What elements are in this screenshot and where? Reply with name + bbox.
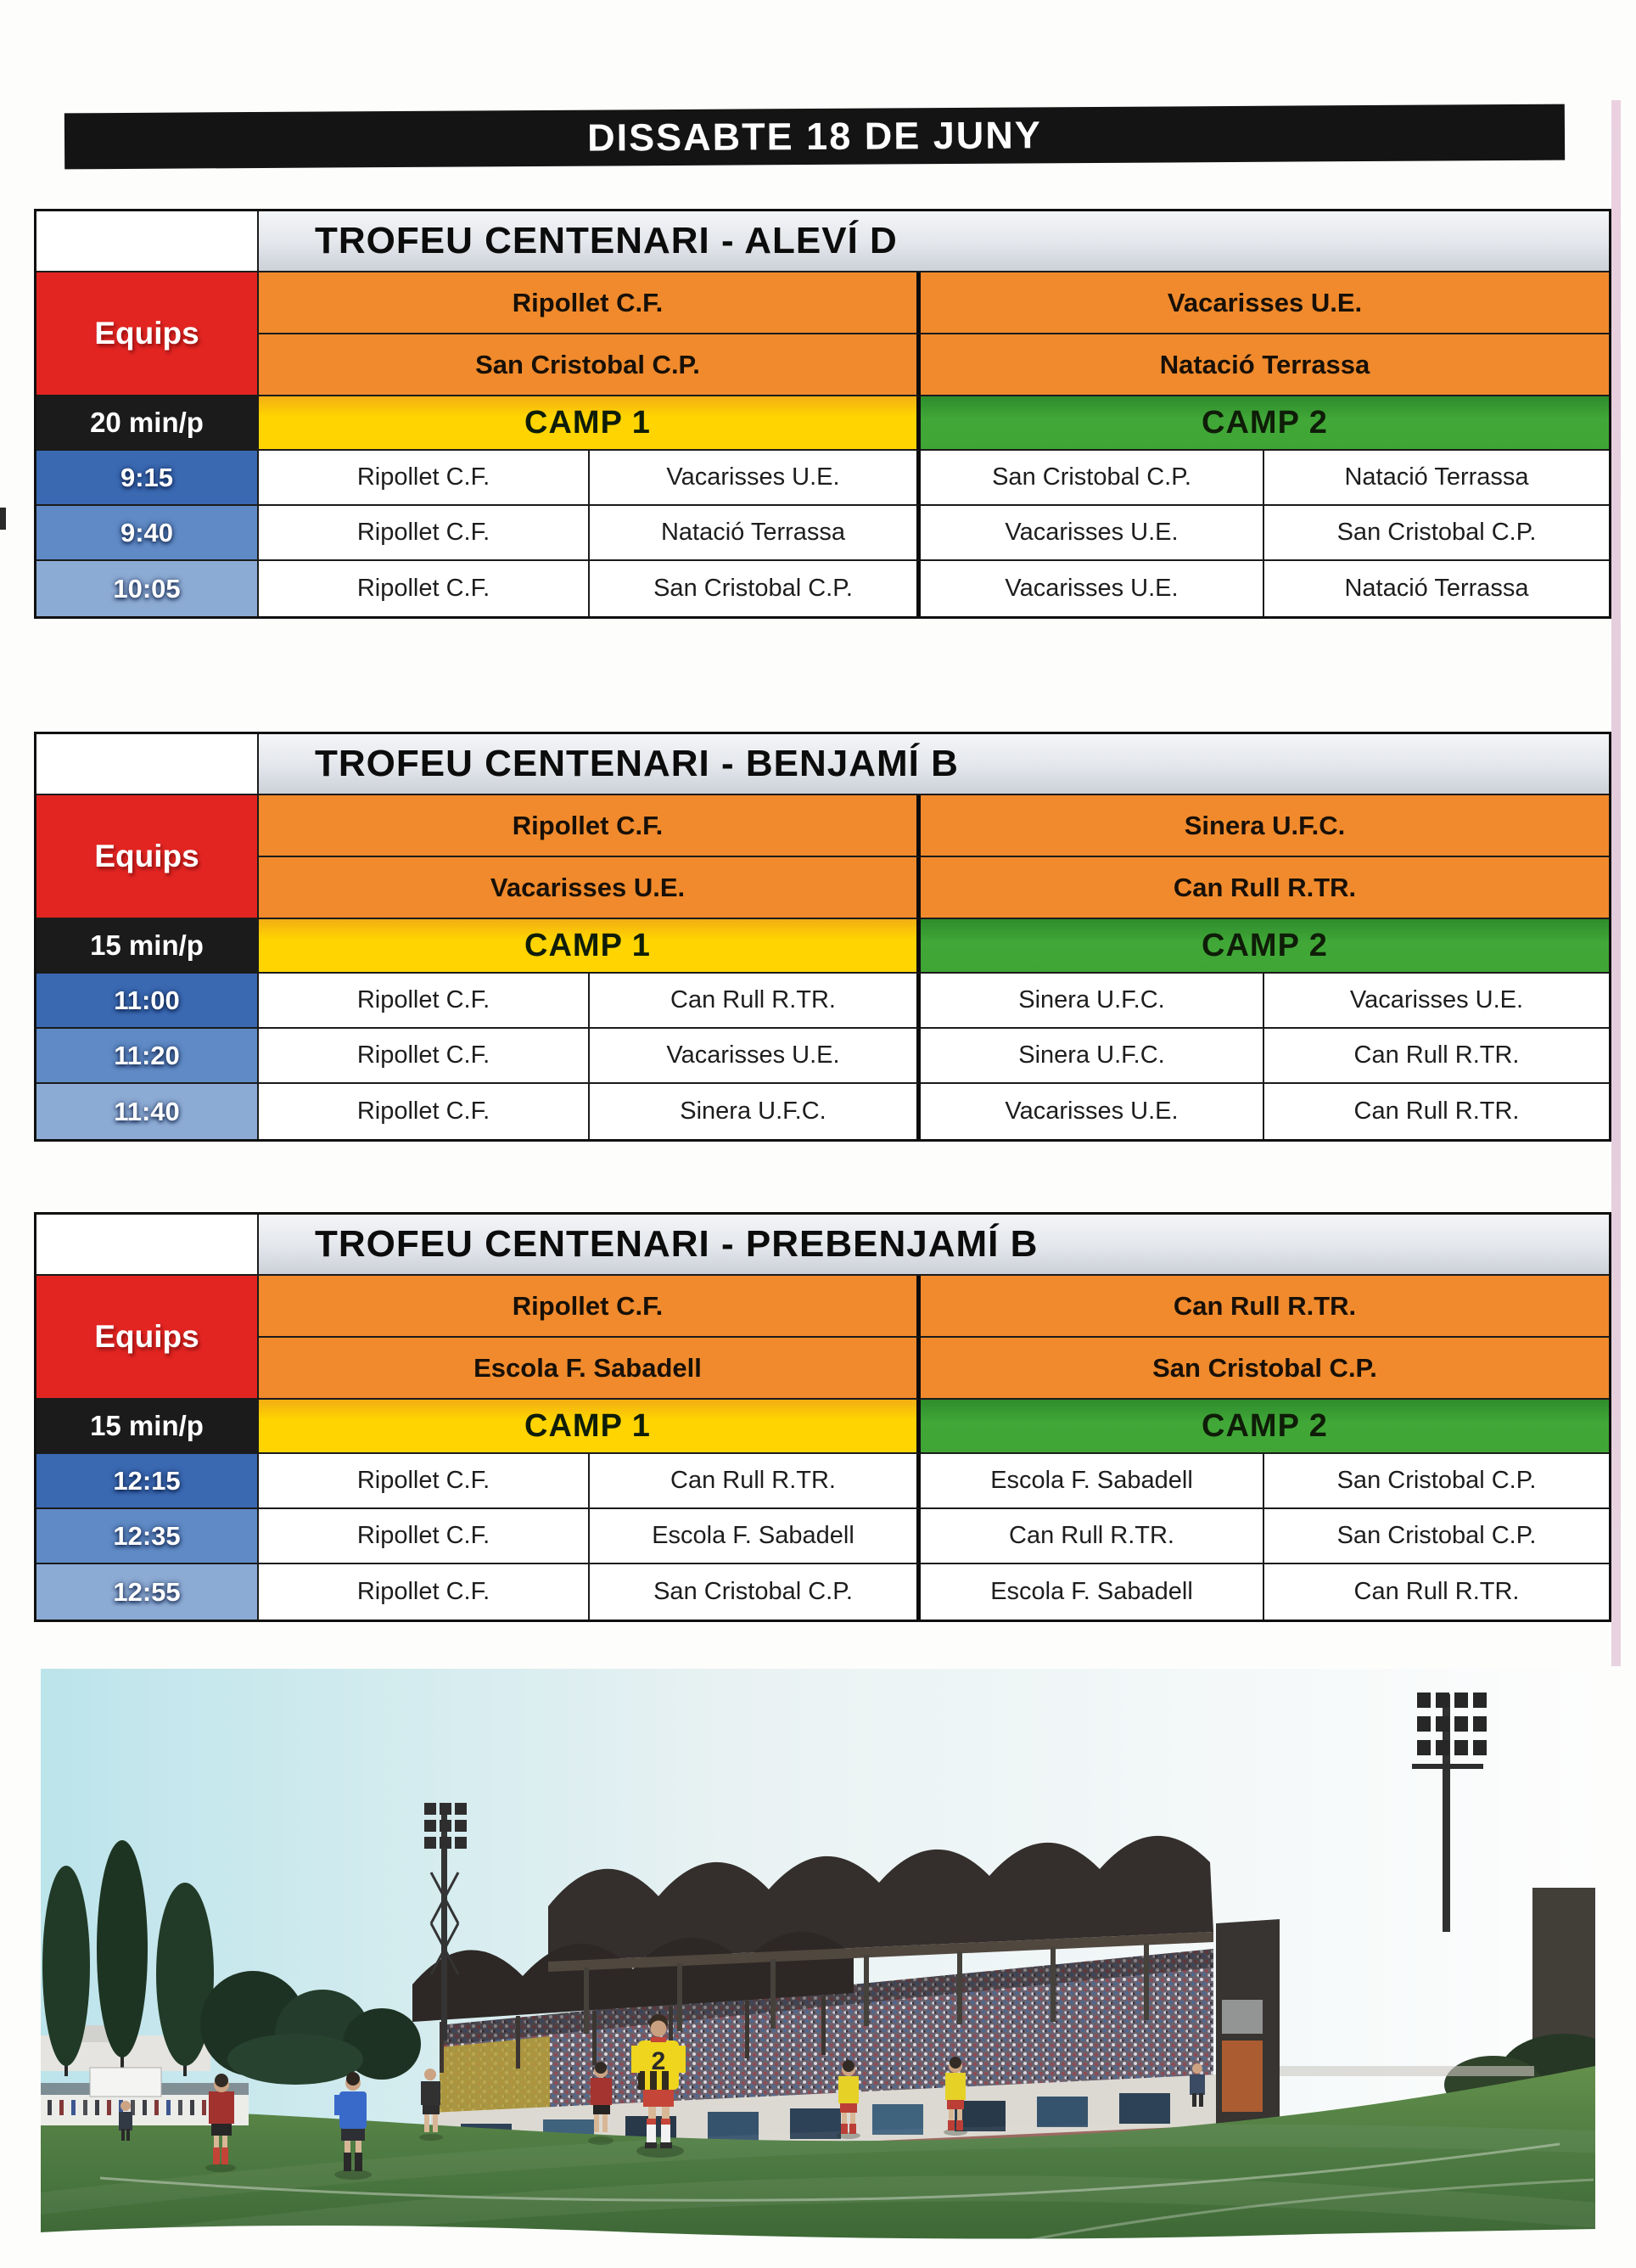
- match-camp1-home: Ripollet C.F.: [259, 506, 590, 561]
- camp1-team-1: Ripollet C.F.: [259, 272, 921, 334]
- match-camp1-home: Ripollet C.F.: [259, 561, 590, 616]
- match-camp1-away: Vacarisses U.E.: [590, 1029, 921, 1084]
- match-camp2-home: Vacarisses U.E.: [921, 1084, 1264, 1139]
- match-duration: 15 min/p: [36, 1400, 259, 1454]
- equips-header: Equips: [36, 795, 259, 919]
- match-camp2-home: Vacarisses U.E.: [921, 506, 1264, 561]
- camp1-header: CAMP 1: [259, 396, 921, 451]
- camp2-team-2: Can Rull R.TR.: [921, 857, 1609, 919]
- match-time: 11:40: [36, 1084, 259, 1139]
- date-banner: [64, 104, 1565, 170]
- match-camp2-home: Can Rull R.TR.: [921, 1509, 1264, 1564]
- camp2-team-2: Natació Terrassa: [921, 334, 1609, 396]
- match-camp2-away: San Cristobal C.P.: [1264, 1509, 1609, 1564]
- schedule-table-benjami-b: [34, 732, 1611, 1142]
- match-camp1-away: Sinera U.F.C.: [590, 1084, 921, 1139]
- date-banner-text: DISSABTE 18 DE JUNY: [587, 113, 1042, 160]
- scan-margin-mark: [0, 508, 6, 530]
- match-camp1-away: Escola F. Sabadell: [590, 1509, 921, 1564]
- match-camp1-away: San Cristobal C.P.: [590, 561, 921, 616]
- match-camp2-home: Sinera U.F.C.: [921, 1029, 1264, 1084]
- match-time: 9:15: [36, 451, 259, 506]
- jersey-number: 2: [651, 2047, 666, 2075]
- match-camp2-away: Natació Terrassa: [1264, 451, 1609, 506]
- title-spacer-cell: [36, 734, 259, 795]
- match-camp2-home: San Cristobal C.P.: [921, 451, 1264, 506]
- match-camp2-home: Sinera U.F.C.: [921, 974, 1264, 1029]
- match-camp2-away: Can Rull R.TR.: [1264, 1029, 1609, 1084]
- camp1-team-1: Ripollet C.F.: [259, 795, 921, 857]
- camp2-header: CAMP 2: [921, 1400, 1609, 1454]
- match-duration: 15 min/p: [36, 919, 259, 974]
- match-camp1-away: Can Rull R.TR.: [590, 974, 921, 1029]
- schedule-table-alevi-d: [34, 209, 1611, 619]
- match-camp2-away: San Cristobal C.P.: [1264, 506, 1609, 561]
- match-camp1-away: Can Rull R.TR.: [590, 1454, 921, 1509]
- equips-header: Equips: [36, 1276, 259, 1400]
- scan-edge-strip: [1611, 100, 1621, 1666]
- match-camp2-away: Natació Terrassa: [1264, 561, 1609, 616]
- match-camp2-home: Vacarisses U.E.: [921, 561, 1264, 616]
- match-camp2-home: Escola F. Sabadell: [921, 1564, 1264, 1620]
- match-camp1-home: Ripollet C.F.: [259, 974, 590, 1029]
- match-camp1-away: San Cristobal C.P.: [590, 1564, 921, 1620]
- match-camp1-away: Vacarisses U.E.: [590, 451, 921, 506]
- table-title: TROFEU CENTENARI - ALEVÍ D: [259, 211, 1609, 272]
- match-camp2-away: Vacarisses U.E.: [1264, 974, 1609, 1029]
- match-camp1-home: Ripollet C.F.: [259, 451, 590, 506]
- camp2-team-1: Can Rull R.TR.: [921, 1276, 1609, 1338]
- camp2-team-1: Vacarisses U.E.: [921, 272, 1609, 334]
- camp1-header: CAMP 1: [259, 919, 921, 974]
- camp2-team-1: Sinera U.F.C.: [921, 795, 1609, 857]
- camp1-team-1: Ripollet C.F.: [259, 1276, 921, 1338]
- match-duration: 20 min/p: [36, 396, 259, 451]
- camp1-header: CAMP 1: [259, 1400, 921, 1454]
- match-time: 10:05: [36, 561, 259, 616]
- match-time: 11:00: [36, 974, 259, 1029]
- camp2-header: CAMP 2: [921, 396, 1609, 451]
- match-camp1-home: Ripollet C.F.: [259, 1509, 590, 1564]
- title-spacer-cell: [36, 1215, 259, 1276]
- match-time: 11:20: [36, 1029, 259, 1084]
- match-time: 12:55: [36, 1564, 259, 1620]
- title-spacer-cell: [36, 211, 259, 272]
- match-time: 9:40: [36, 506, 259, 561]
- table-title: TROFEU CENTENARI - PREBENJAMÍ B: [259, 1215, 1609, 1276]
- match-camp1-home: Ripollet C.F.: [259, 1029, 590, 1084]
- match-time: 12:35: [36, 1509, 259, 1564]
- table-title: TROFEU CENTENARI - BENJAMÍ B: [259, 734, 1609, 795]
- match-camp1-home: Ripollet C.F.: [259, 1084, 590, 1139]
- schedule-table-prebenjami-b: [34, 1212, 1611, 1622]
- match-camp2-away: San Cristobal C.P.: [1264, 1454, 1609, 1509]
- equips-header: Equips: [36, 272, 259, 396]
- match-camp1-home: Ripollet C.F.: [259, 1564, 590, 1620]
- match-camp1-away: Natació Terrassa: [590, 506, 921, 561]
- photo-scan-artifacts: [41, 1669, 1595, 2243]
- camp1-team-2: San Cristobal C.P.: [259, 334, 921, 396]
- match-camp2-away: Can Rull R.TR.: [1264, 1564, 1609, 1620]
- match-camp2-home: Escola F. Sabadell: [921, 1454, 1264, 1509]
- match-camp1-home: Ripollet C.F.: [259, 1454, 590, 1509]
- match-time: 12:15: [36, 1454, 259, 1509]
- camp1-team-2: Escola F. Sabadell: [259, 1338, 921, 1400]
- camp2-header: CAMP 2: [921, 919, 1609, 974]
- camp1-team-2: Vacarisses U.E.: [259, 857, 921, 919]
- match-camp2-away: Can Rull R.TR.: [1264, 1084, 1609, 1139]
- stadium-photo: [41, 1669, 1595, 2243]
- camp2-team-2: San Cristobal C.P.: [921, 1338, 1609, 1400]
